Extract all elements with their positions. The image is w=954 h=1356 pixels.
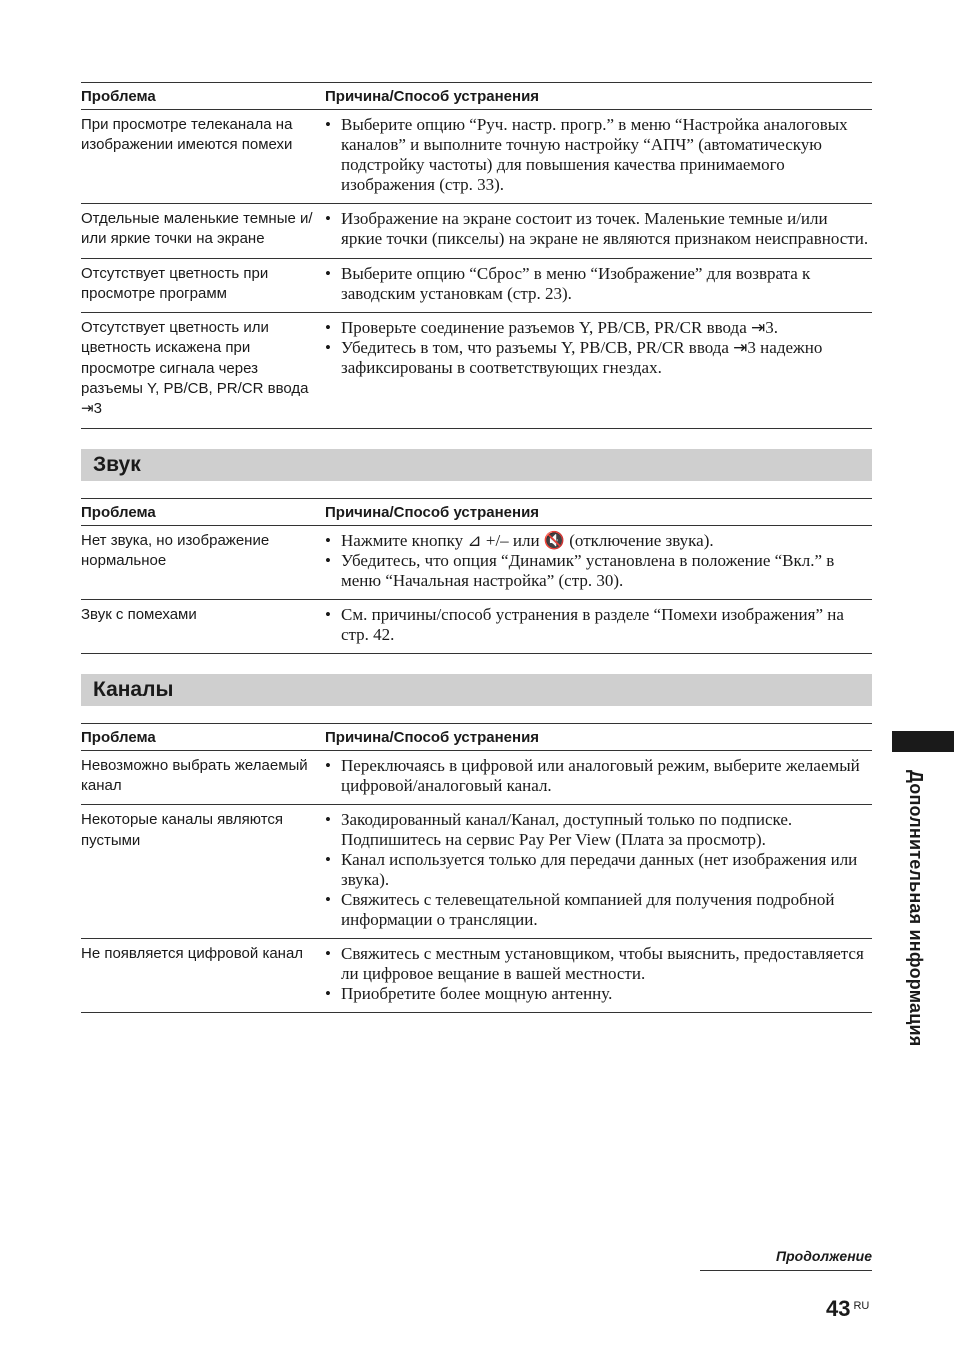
cause-item: • Приобретите более мощную антенну. <box>325 984 872 1004</box>
problem-cell: Отсутствует цветность при просмотре программ <box>81 258 325 313</box>
problem-cell: Некоторые каналы являются пустыми <box>81 805 325 939</box>
problem-cell: Не появляется цифровой канал <box>81 939 325 1013</box>
cause-item: • Убедитесь, что опция “Динамик” установлена в положение “Вкл.” в меню “Начальная настройка” (стр. 30). <box>325 551 872 591</box>
continued-label: Продолжение <box>700 1248 872 1271</box>
cause-item: • Выберите опцию “Сброс” в меню “Изображение” для возврата к заводским установкам (стр. 23). <box>325 264 872 304</box>
section-heading-sound: Звук <box>81 449 872 481</box>
section-heading-channels: Каналы <box>81 674 872 706</box>
cause-cell <box>325 805 872 939</box>
cause-cell <box>325 313 872 428</box>
cause-cell <box>325 110 872 204</box>
cause-item: • Закодированный канал/Канал, доступный только по подписке. Подпишитесь на сервис Pay Per View (Плата за просмотр). <box>325 810 872 850</box>
column-header-cause: Причина/Способ устранения <box>325 498 872 525</box>
problem-cell: Невозможно выбрать желаемый канал <box>81 750 325 805</box>
page-language-code: RU <box>853 1300 870 1312</box>
cause-item: • Свяжитесь с телевещательной компанией для получения подробной информации о трансляции. <box>325 890 872 930</box>
problem-cell: Отсутствует цветность или цветность искажена при просмотре сигнала через разъемы Y, PB/CB, PR/CR ввода ⇥3 <box>81 313 325 428</box>
cause-item: • Канал используется только для передачи данных (нет изображения или звука). <box>325 850 872 890</box>
cause-cell <box>325 939 872 1013</box>
column-header-problem: Проблема <box>81 723 325 750</box>
cause-cell <box>325 258 872 313</box>
table-row <box>81 939 872 1013</box>
table-row <box>81 110 872 204</box>
cause-item: • Убедитесь в том, что разъемы Y, PB/CB, PR/CR ввода ⇥3 надежно зафиксированы в соответствующих гнездах. <box>325 338 872 378</box>
channels-troubleshooting-table <box>81 723 872 1014</box>
table-row <box>81 313 872 428</box>
cause-cell <box>325 204 872 259</box>
cause-cell <box>325 750 872 805</box>
table-row <box>81 599 872 653</box>
table-row <box>81 805 872 939</box>
section-tab-marker <box>892 731 954 752</box>
table-row <box>81 525 872 599</box>
page-number <box>826 1296 869 1322</box>
cause-cell <box>325 525 872 599</box>
page-content <box>81 82 872 1013</box>
table-row <box>81 258 872 313</box>
problem-cell: Отдельные маленькие темные и/или яркие точки на экране <box>81 204 325 259</box>
column-header-problem: Проблема <box>81 83 325 110</box>
cause-item: • Свяжитесь с местным установщиком, чтобы выяснить, предоставляется ли цифровое вещание в вашей местности. <box>325 944 872 984</box>
cause-item: • Выберите опцию “Руч. настр. прогр.” в меню “Настройка аналоговых каналов” и выполните точную настройку “АПЧ” (автоматическую подстройку частоты) для повышения качества принимаемого изображения (стр. 33). <box>325 115 872 195</box>
side-section-label: Дополнительная информация <box>906 770 926 1047</box>
column-header-problem: Проблема <box>81 498 325 525</box>
cause-item: • Переключаясь в цифровой или аналоговый режим, выберите желаемый цифровой/аналоговый канал. <box>325 756 872 796</box>
table-row <box>81 750 872 805</box>
cause-item: • Нажмите кнопку ⊿ +/– или 🔇 (отключение звука). <box>325 531 872 551</box>
cause-item: • См. причины/способ устранения в разделе “Помехи изображения” на стр. 42. <box>325 605 872 645</box>
problem-cell: Звук с помехами <box>81 599 325 653</box>
cause-cell <box>325 599 872 653</box>
sound-troubleshooting-table <box>81 498 872 654</box>
problem-cell: При просмотре телеканала на изображении имеются помехи <box>81 110 325 204</box>
column-header-cause: Причина/Способ устранения <box>325 83 872 110</box>
page-number-value: 43 <box>826 1296 851 1321</box>
column-header-cause: Причина/Способ устранения <box>325 723 872 750</box>
table-row <box>81 204 872 259</box>
problem-cell: Нет звука, но изображение нормальное <box>81 525 325 599</box>
picture-troubleshooting-table <box>81 82 872 429</box>
cause-item: • Проверьте соединение разъемов Y, PB/CB, PR/CR ввода ⇥3. <box>325 318 872 338</box>
cause-item: • Изображение на экране состоит из точек. Маленькие темные и/или яркие точки (пикселы) на экране не являются признаком неисправности. <box>325 209 872 249</box>
